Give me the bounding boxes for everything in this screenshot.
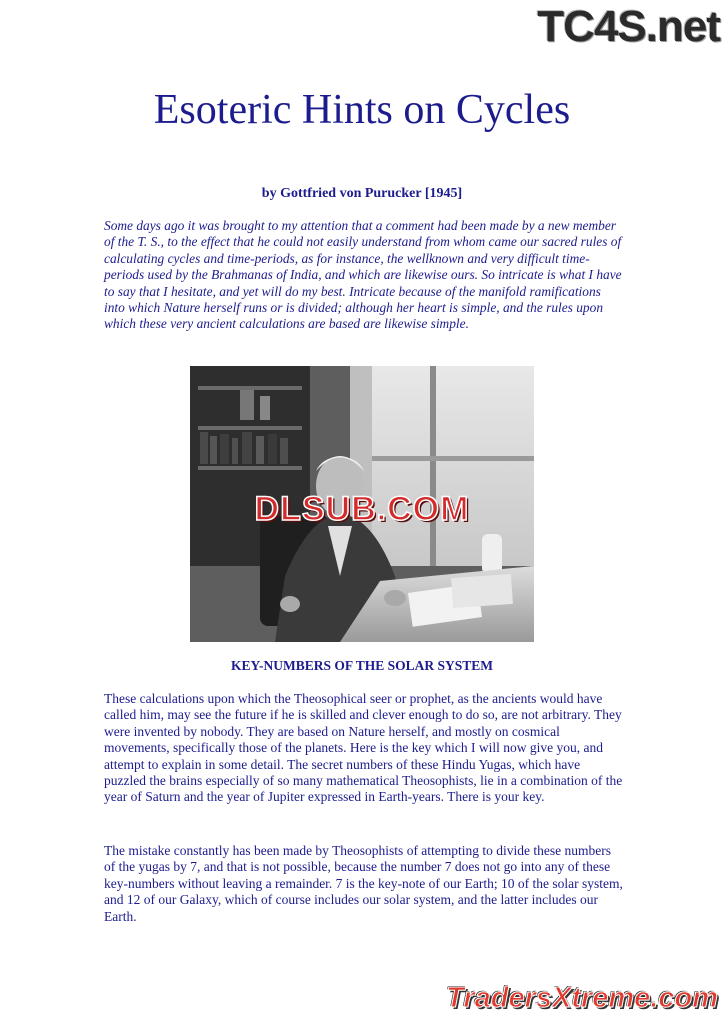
- watermark-bottom: TradersXtreme.com: [446, 982, 718, 1014]
- watermark-top: TC4S.net: [537, 2, 720, 51]
- watermark-middle: DLSUB.COM: [254, 490, 470, 528]
- page-title: Esoteric Hints on Cycles: [153, 87, 571, 133]
- byline: by Gottfried von Purucker [1945]: [261, 186, 463, 201]
- body-paragraph-2: The mistake constantly has been made by Theosophists of attempting to divide these numbers of the yugas by 7, and that is not possible, because the number 7 does not go into any of these key-numbers without leaving a remainder. 7 is the key-note of our Earth; 10 of the solar system, and 12 of our Galaxy, which of course includes our solar system, and the latter includes our Earth.: [104, 843, 623, 924]
- body-paragraph-1: These calculations upon which the Theosophical seer or prophet, as the ancients would have called him, may see the future if he is skilled and clever enough to do so, are not arbitrary. They were invented by nobody. They are based on Nature herself, and mostly on cosmical movements, specifically those of the planets. Here is the key which I will now give you, and attempt to explain in some detail. The secret numbers of these Hindu Yugas, which have puzzled the brains especially of so many mathematical Theosophists, lie in a combination of the year of Saturn and the year of Jupiter expressed in Earth-years. There is your key.: [104, 691, 623, 805]
- section-heading: KEY-NUMBERS OF THE SOLAR SYSTEM: [230, 658, 494, 673]
- author-photo: [190, 366, 534, 642]
- intro-paragraph: Some days ago it was brought to my attention that a comment had been made by a new member of the T. S., to the effect that he could not easily understand from whom came our sacred rules of calculating cycles and time-periods, as for instance, the wellknown and very difficult time-periods used by the Brahmanas of India, and which are likewise ours. So intricate is what I have to say that I hesitate, and yet will do my best. Intricate because of the manifold ramifications into which Nature herself runs or is divided; although her heart is simple, and the rules upon which these very ancient calculations are based are likewise simple.: [104, 218, 622, 332]
